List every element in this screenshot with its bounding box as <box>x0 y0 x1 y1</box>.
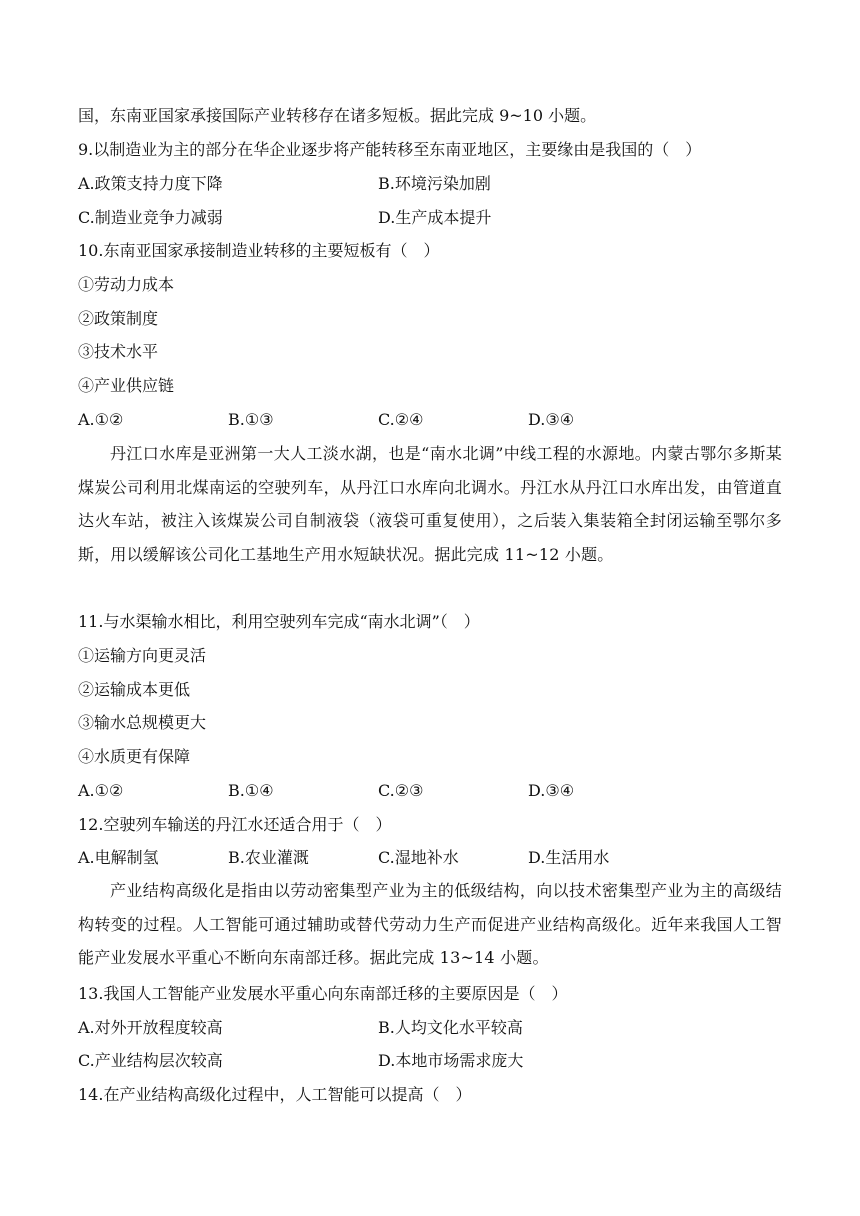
q10-statement-2: ②政策制度 <box>78 309 159 328</box>
q11-statement-4: ④水质更有保障 <box>78 747 191 766</box>
q11-option-d: D.③④ <box>528 781 575 800</box>
question-10: 10.东南亚国家承接制造业转移的主要短板有（ ） <box>78 241 440 260</box>
passage-industrial-upgrading: 产业结构高级化是指由以劳动密集型产业为主的低级结构，向以技术密集型产业为主的高级结构转变的过程。人工智能可通过辅助或替代劳动力生产而促进产业结构高级化。近年来我国人工智能产业发展水平重心不断向东南部迁移。据此完成 13~14 小题。 <box>78 881 782 967</box>
q12-option-a: A.电解制氢 <box>78 848 159 867</box>
q9-option-a: A.政策支持力度下降 <box>78 174 223 193</box>
q11-option-b: B.①④ <box>228 781 274 800</box>
q10-statement-1: ①劳动力成本 <box>78 275 175 294</box>
question-9: 9.以制造业为主的部分在华企业逐步将产能转移至东南亚地区，主要缘由是我国的（ ） <box>78 140 702 159</box>
q12-option-c: C.湿地补水 <box>378 848 459 867</box>
q13-option-d: D.本地市场需求庞大 <box>378 1051 524 1070</box>
question-11: 11.与水渠输水相比，利用空驶列车完成“南水北调”（ ） <box>78 612 480 631</box>
q10-statement-4: ④产业供应链 <box>78 376 175 395</box>
q11-option-a: A.①② <box>78 781 124 800</box>
q13-option-a: A.对外开放程度较高 <box>78 1018 223 1037</box>
q12-option-b: B.农业灌溉 <box>228 848 309 867</box>
q12-option-d: D.生活用水 <box>528 848 610 867</box>
intro-line: 国，东南亚国家承接国际产业转移存在诸多短板。据此完成 9~10 小题。 <box>78 106 597 125</box>
q13-option-c: C.产业结构层次较高 <box>78 1051 223 1070</box>
q13-option-b: B.人均文化水平较高 <box>378 1018 523 1037</box>
q9-option-d: D.生产成本提升 <box>378 208 492 227</box>
q10-option-c: C.②④ <box>378 410 424 429</box>
q10-option-b: B.①③ <box>228 410 274 429</box>
q9-option-c: C.制造业竞争力减弱 <box>78 208 223 227</box>
q11-statement-2: ②运输成本更低 <box>78 680 191 699</box>
q11-option-c: C.②③ <box>378 781 424 800</box>
question-13: 13.我国人工智能产业发展水平重心向东南部迁移的主要原因是（ ） <box>78 984 568 1003</box>
passage-danjiangkou: 丹江口水库是亚洲第一大人工淡水湖，也是“南水北调”中线工程的水源地。内蒙古鄂尔多斯某煤炭公司利用北煤南运的空驶列车，从丹江口水库向北调水。丹江水从丹江口水库出发，由管道直达火车站，被注入该煤炭公司自制液袋（液袋可重复使用），之后装入集装箱全封闭运输至鄂尔多斯，用以缓解该公司化工基地生产用水短缺状况。据此完成 11~12 小题。 <box>78 444 782 564</box>
q11-statement-3: ③输水总规模更大 <box>78 713 207 732</box>
question-14: 14.在产业结构高级化过程中，人工智能可以提高（ ） <box>78 1085 472 1104</box>
q10-option-d: D.③④ <box>528 410 575 429</box>
q9-option-b: B.环境污染加剧 <box>378 174 491 193</box>
q10-option-a: A.①② <box>78 410 124 429</box>
question-12: 12.空驶列车输送的丹江水还适合用于（ ） <box>78 815 392 834</box>
q11-statement-1: ①运输方向更灵活 <box>78 646 207 665</box>
q10-statement-3: ③技术水平 <box>78 342 159 361</box>
